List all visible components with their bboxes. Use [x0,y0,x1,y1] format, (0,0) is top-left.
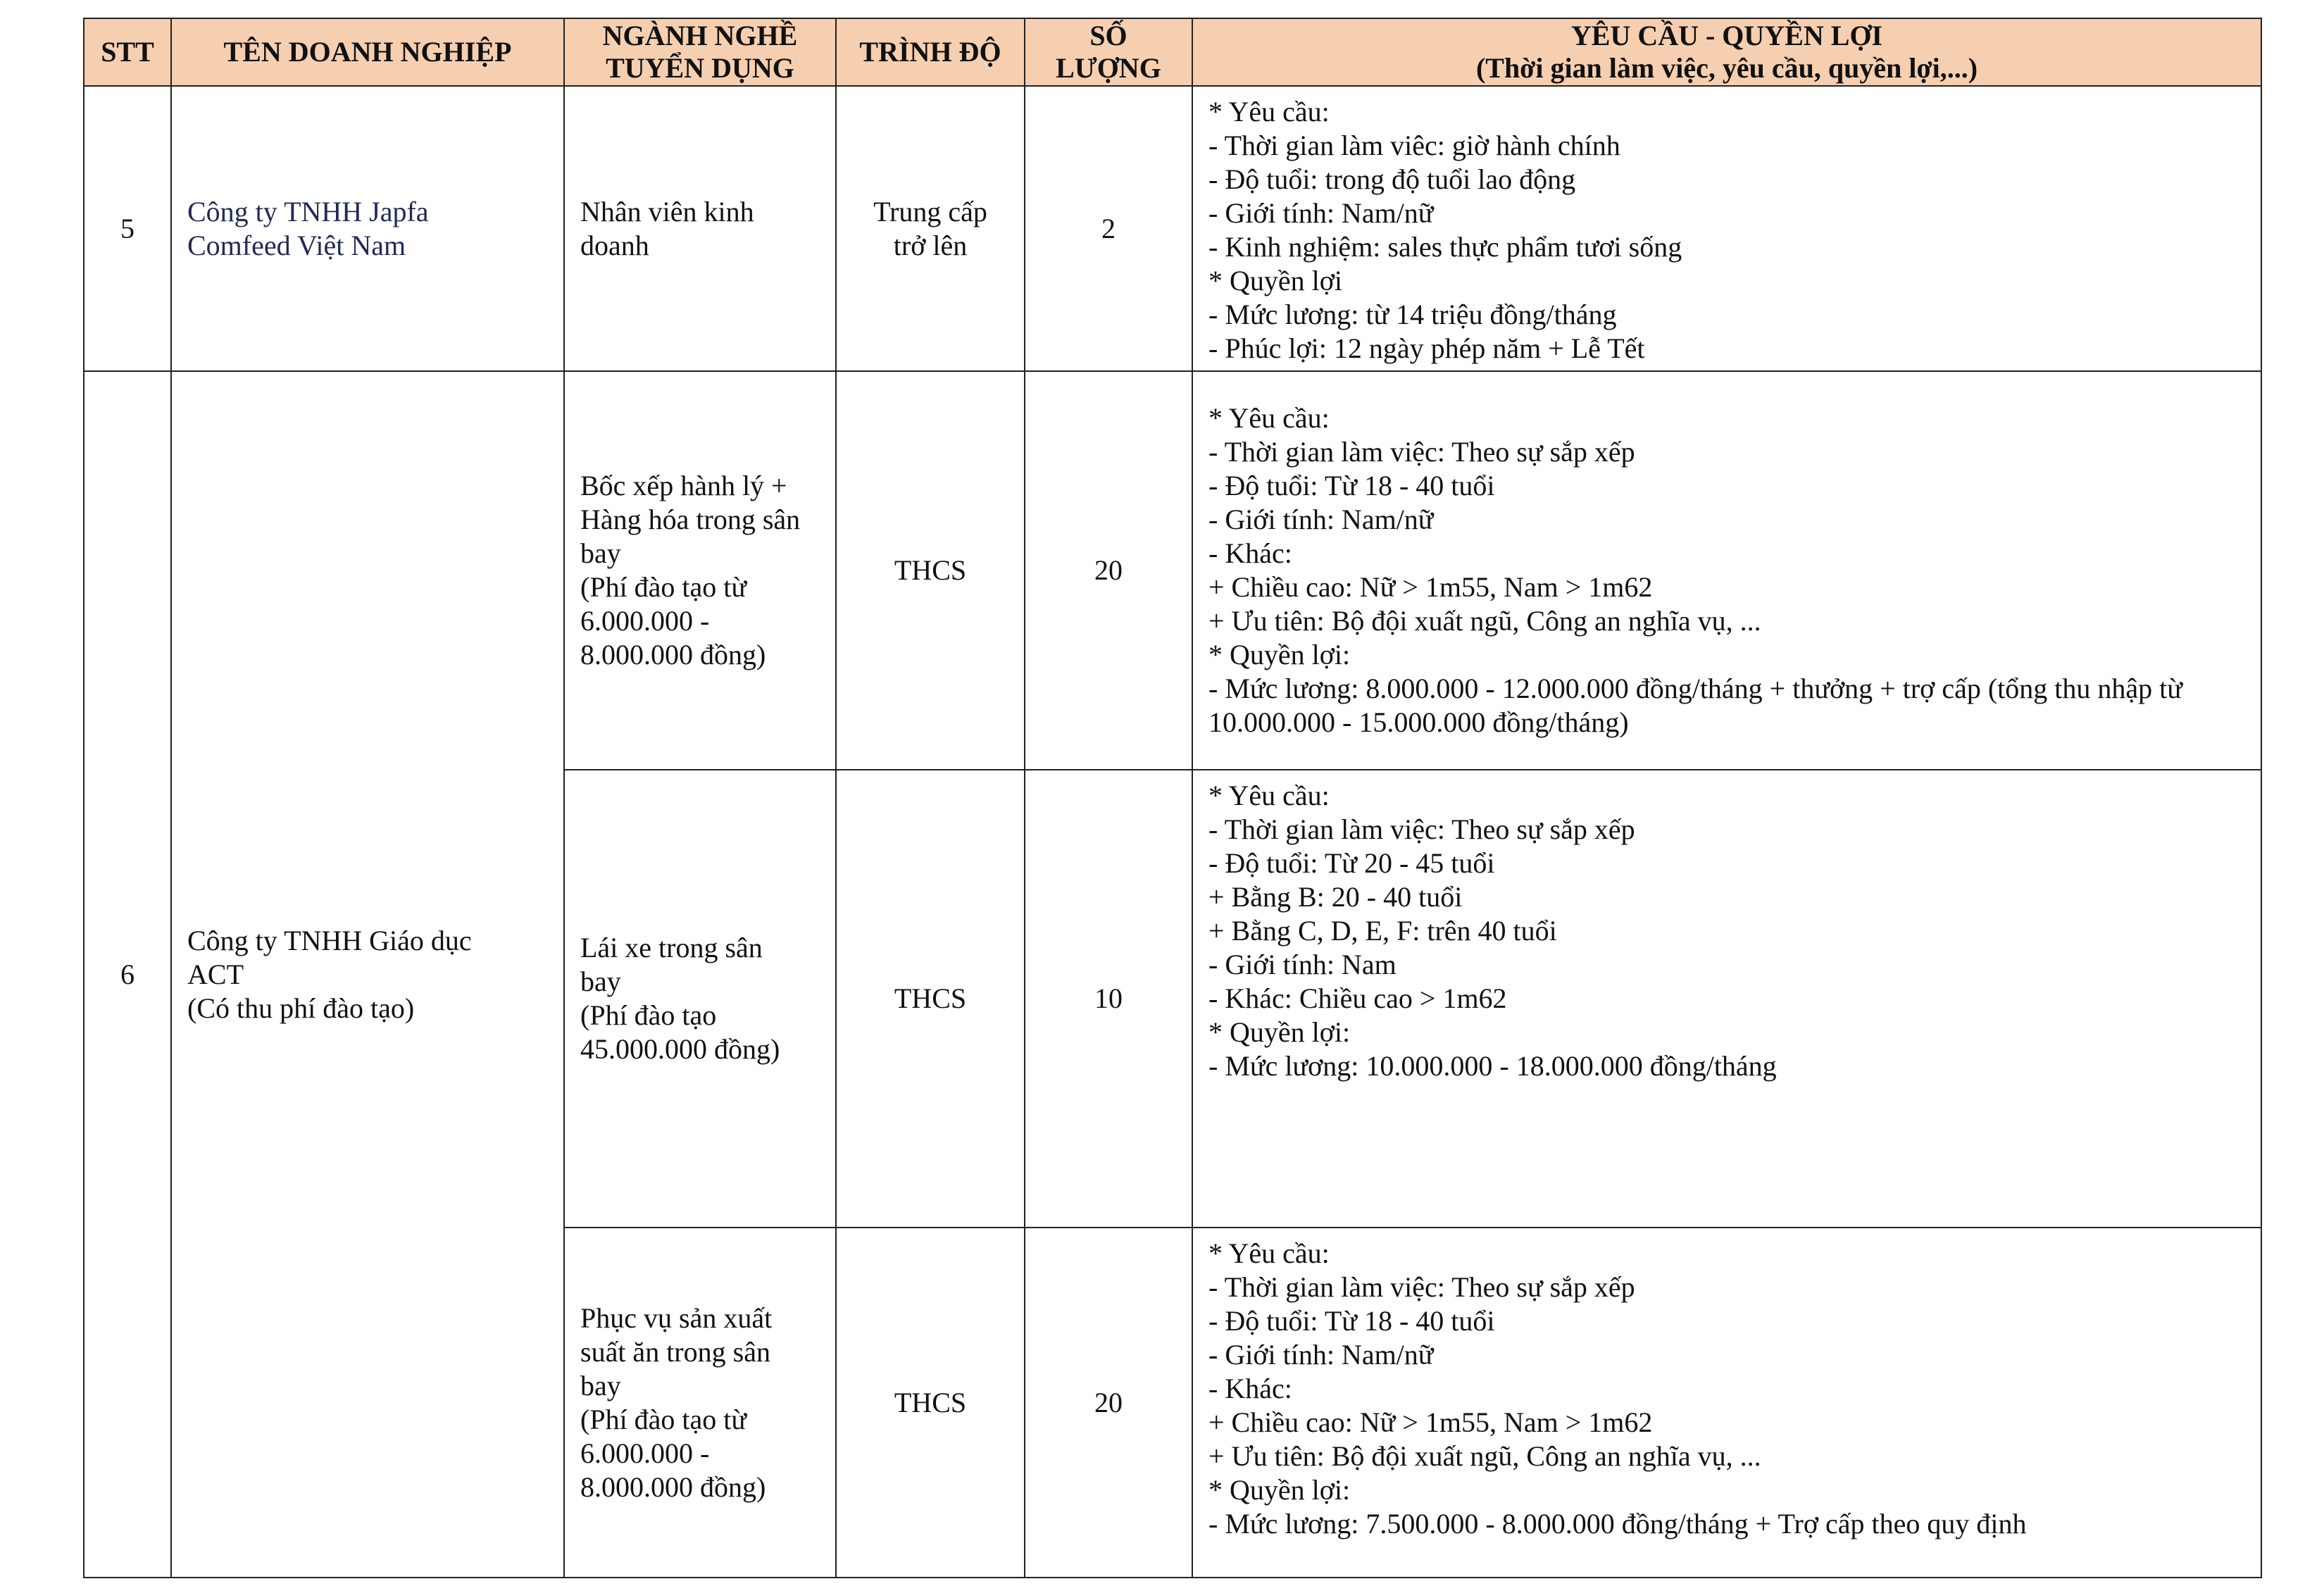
job-details: * Yêu cầu: - Thời gian làm việc: Theo sự sắp xếp - Độ tuổi: Từ 18 - 40 tuổi - Giới tính: Nam/nữ - Khác: + Chiều cao: Nữ > 1m55, Nam > 1m62 + Ưu tiên: Bộ đội xuất ngũ, Công an nghĩa vụ, ... * Quyền lợi: - Mức lương: 8.000.000 - 12.000.000 đồng/tháng + thưởng + trợ cấp (tổng thu nhập từ 10.000.000 - 15.000.000 đồng/tháng) [1192,371,2261,770]
job-occupation: Lái xe trong sân bay (Phí đào tạo 45.000.000 đồng) [564,770,836,1228]
recruitment-table [83,18,2262,1578]
job-level: Trung cấp trở lên [836,86,1025,371]
row-stt: 6 [84,371,171,1578]
job-quantity: 20 [1025,1228,1192,1578]
job-occupation: Bốc xếp hành lý + Hàng hóa trong sân bay (Phí đào tạo từ 6.000.000 - 8.000.000 đồng) [564,371,836,770]
table-header-row [84,18,2261,86]
company-name[interactable]: Công ty TNHH Japfa Comfeed Việt Nam [171,86,564,371]
row-stt: 5 [84,86,171,371]
job-level: THCS [836,371,1025,770]
job-occupation: Phục vụ sản xuất suất ăn trong sân bay (Phí đào tạo từ 6.000.000 - 8.000.000 đồng) [564,1228,836,1578]
job-quantity: 2 [1025,86,1192,371]
job-details: * Yêu cầu: - Thời gian làm việc: Theo sự sắp xếp - Độ tuổi: Từ 18 - 40 tuổi - Giới tính: Nam/nữ - Khác: + Chiều cao: Nữ > 1m55, Nam > 1m62 + Ưu tiên: Bộ đội xuất ngũ, Công an nghĩa vụ, ... * Quyền lợi: - Mức lương: 7.500.000 - 8.000.000 đồng/tháng + Trợ cấp theo quy định [1192,1228,2261,1578]
job-level: THCS [836,770,1025,1228]
job-details: * Yêu cầu: - Thời gian làm việc: Theo sự sắp xếp - Độ tuổi: Từ 20 - 45 tuổi + Bằng B: 20 - 40 tuổi + Bằng C, D, E, F: trên 40 tuổi - Giới tính: Nam - Khác: Chiều cao > 1m62 * Quyền lợi: - Mức lương: 10.000.000 - 18.000.000 đồng/tháng [1192,770,2261,1228]
header-level: TRÌNH ĐỘ [836,18,1025,86]
table-row [84,371,2261,770]
table-row [84,86,2261,371]
header-company: TÊN DOANH NGHIỆP [171,18,564,86]
header-requirements: YÊU CẦU - QUYỀN LỢI (Thời gian làm việc, yêu cầu, quyền lợi,...) [1192,18,2261,86]
header-quantity: SỐ LƯỢNG [1025,18,1192,86]
header-occupation: NGÀNH NGHỀ TUYỂN DỤNG [564,18,836,86]
job-level: THCS [836,1228,1025,1578]
company-name: Công ty TNHH Giáo dục ACT (Có thu phí đào tạo) [171,371,564,1578]
job-quantity: 20 [1025,371,1192,770]
job-details: * Yêu cầu: - Thời gian làm viêc: giờ hành chính - Độ tuổi: trong độ tuổi lao động - Giới tính: Nam/nữ - Kinh nghiệm: sales thực phẩm tươi sống * Quyền lợi - Mức lương: từ 14 triệu đồng/tháng - Phúc lợi: 12 ngày phép năm + Lễ Tết [1192,86,2261,371]
job-quantity: 10 [1025,770,1192,1228]
job-occupation: Nhân viên kinh doanh [564,86,836,371]
header-stt: STT [84,18,171,86]
